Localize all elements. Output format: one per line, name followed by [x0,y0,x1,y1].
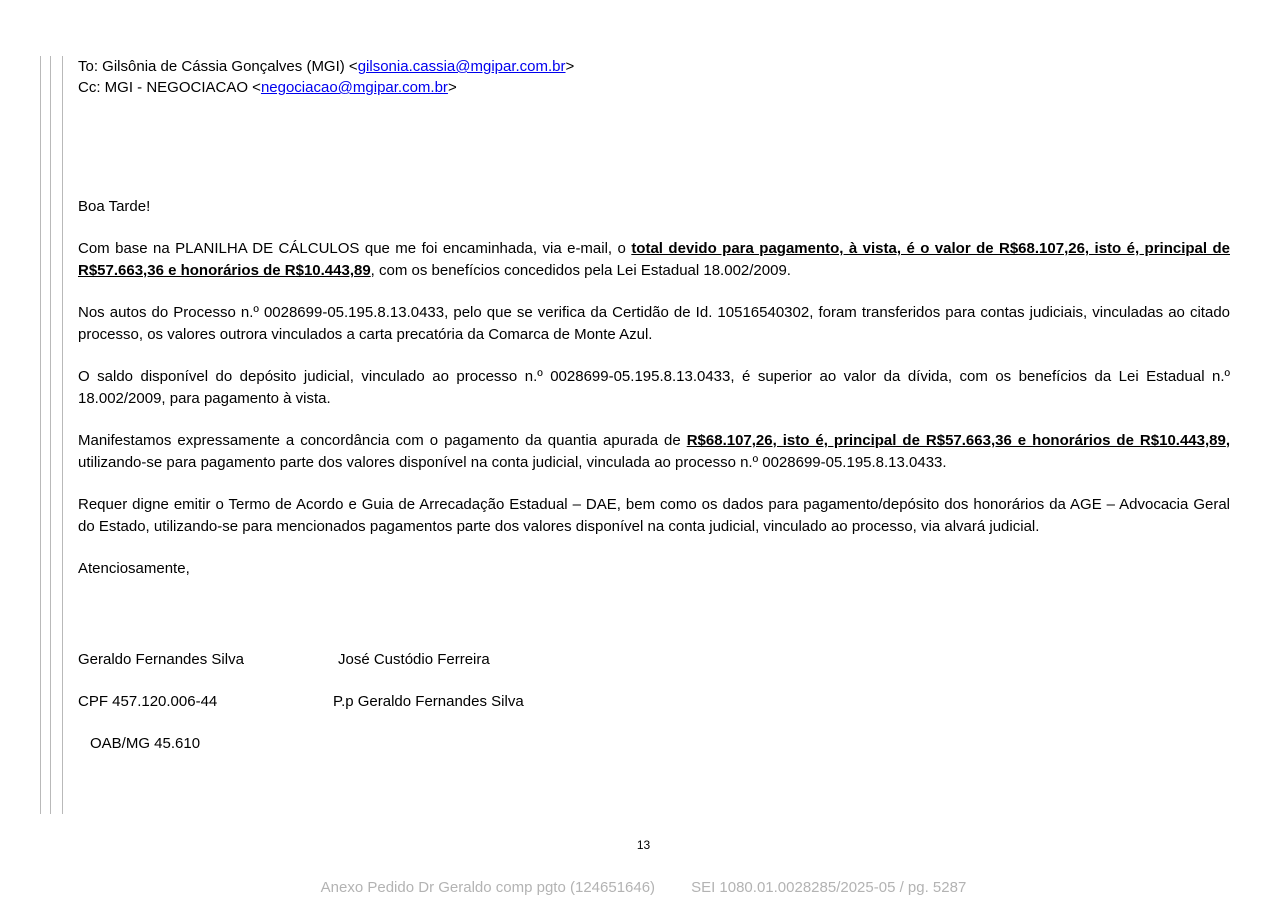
p1-text-a: Com base na PLANILHA DE CÁLCULOS que me foi encaminhada, via e-mail, o [78,240,632,257]
cc-close: > [447,79,457,96]
footer-right: SEI 1080.01.0028285/2025-05 / pg. 5287 [691,879,967,896]
p4-comma: , [1225,432,1231,449]
to-email-link[interactable]: gilsonia.cassia@mgipar.com.br [357,58,566,75]
footer-left: Anexo Pedido Dr Geraldo comp pgto (124651646) [320,879,656,896]
quote-bar [62,56,63,814]
signature-name-left: Geraldo Fernandes Silva [78,651,244,668]
cc-email-link[interactable]: negociacao@mgipar.com.br [260,79,448,96]
paragraph-3: O saldo disponível do depósito judicial, vinculado ao processo n.º 0028699-05.195.8.13.0433, é superior ao valor da dívida, com os benefícios da Lei Estadual n.º 18.002/2009, para pagamento à vista. [78,368,1230,407]
footer [0,879,1287,896]
paragraph-1 [78,238,1230,282]
to-line [78,56,1230,77]
signature-cpf: CPF 457.120.006-44 [78,693,218,710]
paragraph-5: Requer digne emitir o Termo de Acordo e Guia de Arrecadação Estadual – DAE, bem como os dados para pagamento/depósito dos honorários da AGE – Advocacia Geral do Estado, utilizando-se para mencionados pagamentos parte dos valores disponível na conta judicial, vinculado ao processo, via alvará judicial. [78,496,1230,535]
to-label: To: Gilsônia de Cássia Gonçalves (MGI) < [78,58,358,75]
paragraph-4 [78,430,1230,474]
closing: Atenciosamente, [78,560,190,577]
p4-amount: R$68.107,26, isto é, principal de R$57.663,36 e honorários de R$10.443,89 [686,432,1226,449]
quote-bar [50,56,51,814]
p1-text-b: , com os benefícios concedidos pela Lei Estadual 18.002/2009. [370,262,791,279]
signature-pp: P.p Geraldo Fernandes Silva [333,693,524,710]
p4-text-a: Manifestamos expressamente a concordância com o pagamento da quantia apurada de [78,432,687,449]
quote-bar [40,56,41,814]
p1-total-due: total devido para pagamento, à vista, é o valor de R$68.107,26, isto é, principal de R$57.663,36 e honorários de R$10.443,89 [78,240,1230,279]
paragraph-2: Nos autos do Processo n.º 0028699-05.195.8.13.0433, pelo que se verifica da Certidão de Id. 10516540302, foram transferidos para contas judiciais, vinculadas ao citado processo, os valores outrora vinculados a carta precatória da Comarca de Monte Azul. [78,304,1230,343]
cc-label: Cc: MGI - NEGOCIACAO < [78,79,261,96]
page-number: 13 [636,838,651,852]
p4-text-b: utilizando-se para pagamento parte dos valores disponível na conta judicial, vinculada ao processo n.º 0028699-05.195.8.13.0433. [78,454,947,471]
signature-name-right: José Custódio Ferreira [338,651,490,668]
cc-line [78,77,1230,98]
to-close: > [565,58,575,75]
signature-oab: OAB/MG 45.610 [90,735,201,752]
email-content [78,56,1230,580]
greeting: Boa Tarde! [78,198,151,215]
